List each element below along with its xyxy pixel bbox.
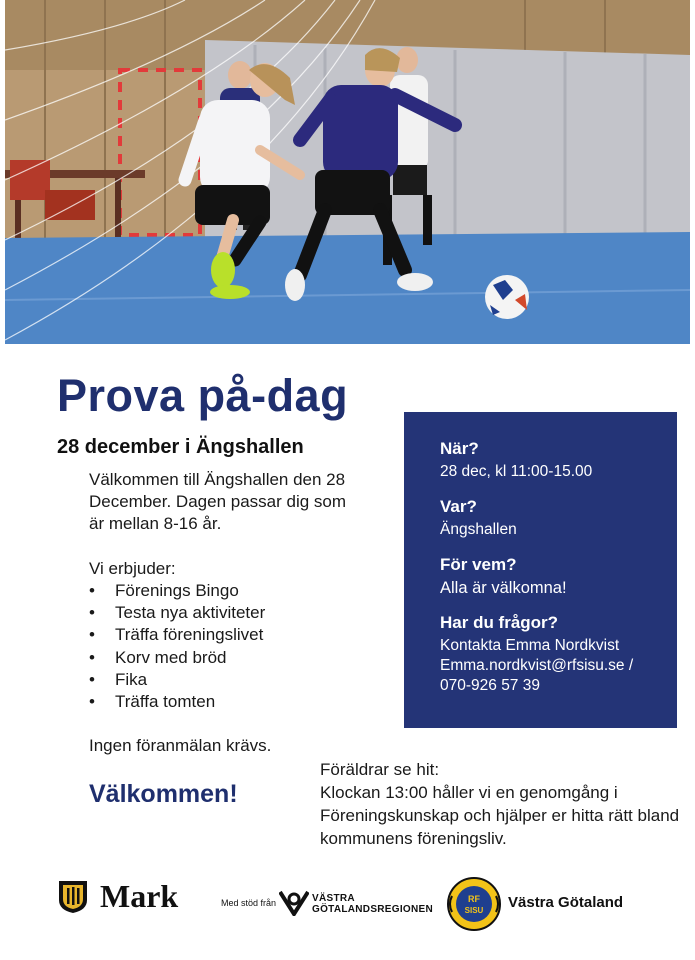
support-text: Med stöd från	[221, 898, 277, 908]
vastra-gotaland-text: Västra Götaland	[508, 894, 624, 911]
info-who	[440, 554, 677, 598]
mark-shield-icon	[58, 880, 88, 914]
event-date-location: 28 december i Ängshallen	[57, 436, 304, 458]
info-questions	[440, 612, 677, 696]
list-item: • Förenings Bingo	[89, 580, 265, 602]
list-item: • Träffa tomten	[89, 691, 265, 713]
where-value: Ängshallen	[440, 521, 517, 538]
parents-text: Klockan 13:00 håller vi en genomgång i Föreningskunskap och hjälper er hitta rätt bland kommunens föreningsliv.	[320, 783, 680, 848]
list-item: • Korv med bröd	[89, 647, 265, 669]
no-signup-note: Ingen föranmälan krävs.	[89, 736, 272, 755]
vgr-logo-icon	[279, 890, 309, 916]
page-title: Prova på-dag	[57, 370, 349, 421]
bullet-icon: •	[89, 603, 95, 623]
svg-text:RF: RF	[468, 894, 480, 904]
info-box	[404, 412, 677, 728]
bullet-icon: •	[89, 669, 95, 689]
bullet-icon: •	[89, 647, 95, 667]
info-where	[440, 496, 677, 540]
when-value: 28 dec, kl 11:00-15.00	[440, 463, 593, 480]
offer-list	[89, 580, 265, 713]
list-item: • Testa nya aktiviteter	[89, 602, 265, 624]
contact-name: Kontakta Emma Nordkvist	[440, 637, 620, 654]
when-heading: När?	[440, 439, 479, 458]
bullet-icon: •	[89, 581, 95, 600]
offer-title: Vi erbjuder:	[89, 559, 176, 578]
who-value: Alla är välkomna!	[440, 579, 567, 597]
parents-heading: Föräldrar se hit:	[320, 760, 440, 779]
hero-photo	[5, 0, 690, 344]
intro-text: Välkommen till Ängshallen den 28 December. Dagen passar dig som är mellan 8-16 år.	[89, 470, 347, 533]
mark-logo-text: Mark	[100, 878, 179, 914]
bullet-icon: •	[89, 625, 95, 645]
welcome-text: Välkommen!	[89, 780, 238, 808]
who-heading: För vem?	[440, 555, 517, 574]
questions-heading: Har du frågor?	[440, 613, 559, 632]
svg-text:SISU: SISU	[464, 906, 484, 915]
contact-phone: 070-926 57 39	[440, 677, 540, 694]
bullet-icon: •	[89, 692, 95, 712]
parents-section	[320, 758, 680, 850]
list-item: • Träffa föreningslivet	[89, 624, 265, 646]
where-heading: Var?	[440, 497, 477, 516]
list-item: • Fika	[89, 669, 265, 691]
info-when	[440, 438, 677, 482]
vgr-text: VÄSTRA GÖTALANDSREGIONEN	[312, 893, 434, 915]
contact-email-link[interactable]: Emma.nordkvist@rfsisu.se /	[440, 657, 634, 674]
footer-logos	[0, 868, 695, 928]
rf-sisu-logo-icon	[446, 876, 502, 932]
